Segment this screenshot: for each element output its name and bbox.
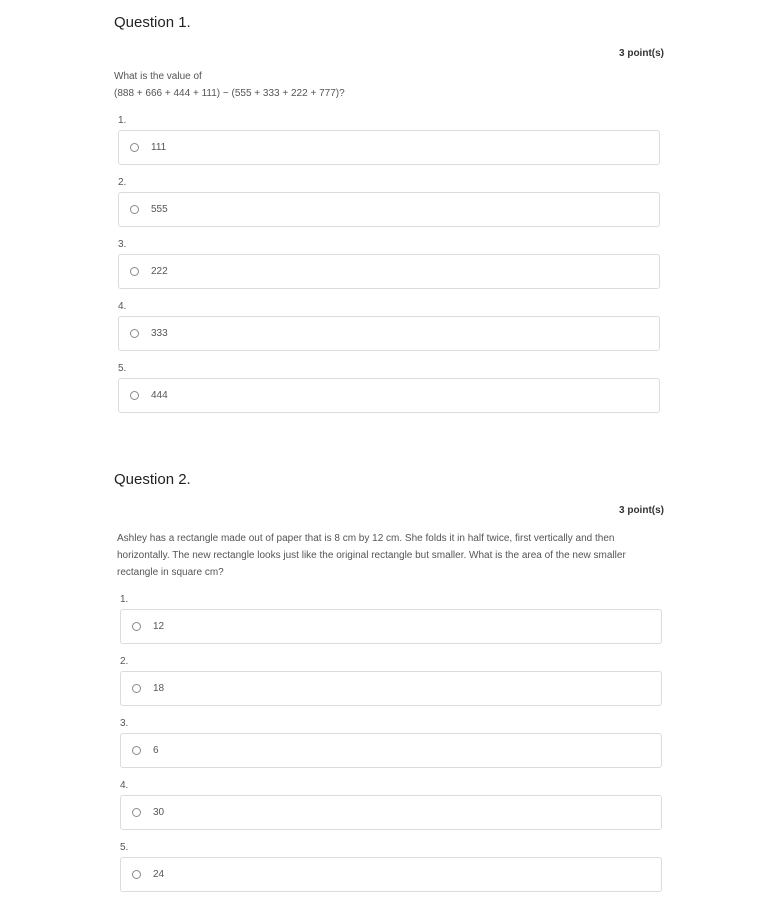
radio-icon[interactable]	[132, 622, 141, 631]
answer-option[interactable]	[120, 857, 662, 892]
radio-icon[interactable]	[132, 808, 141, 817]
option-label: 444	[151, 390, 168, 401]
option-number: 2.	[118, 177, 127, 188]
option-number: 4.	[118, 301, 127, 312]
option-label: 555	[151, 204, 168, 215]
option-label: 111	[151, 142, 167, 153]
answer-options	[114, 593, 664, 892]
radio-icon[interactable]	[132, 746, 141, 755]
question-1	[114, 12, 664, 413]
option-label: 333	[151, 328, 168, 339]
question-text-line: (888 + 666 + 444 + 111) − (555 + 333 + 222 + 777)?	[114, 88, 345, 99]
answer-option[interactable]	[120, 609, 662, 644]
question-text	[114, 530, 664, 581]
answer-option[interactable]	[118, 130, 660, 165]
option-number: 1.	[120, 594, 129, 605]
option-number: 2.	[120, 656, 129, 667]
radio-icon[interactable]	[130, 267, 139, 276]
radio-icon[interactable]	[130, 329, 139, 338]
radio-icon[interactable]	[130, 143, 139, 152]
option-number: 3.	[118, 239, 127, 250]
option-number: 3.	[120, 718, 129, 729]
option-label: 6	[153, 745, 159, 756]
option-number: 5.	[120, 842, 129, 853]
radio-icon[interactable]	[132, 870, 141, 879]
radio-icon[interactable]	[132, 684, 141, 693]
option-label: 30	[153, 807, 165, 818]
answer-option[interactable]	[120, 671, 662, 706]
question-title: Question 2.	[114, 471, 191, 488]
question-text-line: What is the value of	[114, 71, 202, 82]
answer-options	[114, 114, 664, 413]
question-text-line: Ashley has a rectangle made out of paper that is 8 cm by 12 cm. She folds it in half twice, first vertically and then horizontally. The new rectangle looks just like the original rectangle but smaller. What is the area of the new smaller rectangle in square cm?	[117, 533, 626, 578]
radio-icon[interactable]	[130, 205, 139, 214]
answer-option[interactable]	[118, 192, 660, 227]
question-title: Question 1.	[114, 14, 191, 31]
option-label: 12	[153, 621, 165, 632]
question-2	[114, 469, 664, 892]
option-label: 24	[153, 869, 165, 880]
answer-option[interactable]	[120, 795, 662, 830]
question-text	[114, 68, 664, 102]
answer-option[interactable]	[118, 316, 660, 351]
answer-option[interactable]	[118, 378, 660, 413]
option-number: 4.	[120, 780, 129, 791]
option-number: 1.	[118, 115, 127, 126]
radio-icon[interactable]	[130, 391, 139, 400]
answer-option[interactable]	[120, 733, 662, 768]
question-points: 3 point(s)	[619, 48, 664, 59]
option-number: 5.	[118, 363, 127, 374]
option-label: 222	[151, 266, 168, 277]
answer-option[interactable]	[118, 254, 660, 289]
question-points: 3 point(s)	[619, 505, 664, 516]
option-label: 18	[153, 683, 165, 694]
